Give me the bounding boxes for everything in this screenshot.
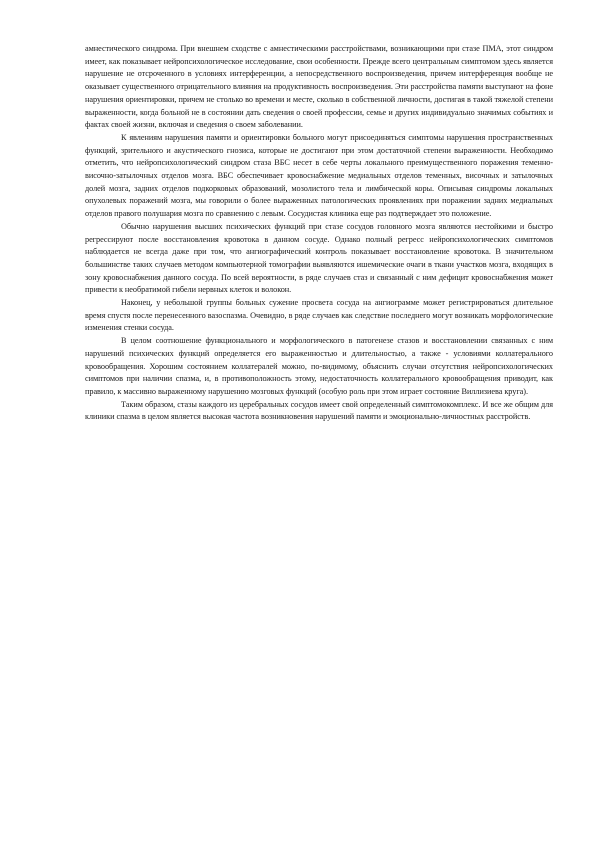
document-body (85, 43, 553, 424)
paragraph: Наконец, у небольшой группы больных сужение просвета сосуда на ангиограмме может регистрироваться длительное время спустя после перенесенного вазоспазма. Очевидно, в ряде случаев как следствие последнего могут возникать морфологические изменения стенки сосуда. (85, 298, 553, 333)
paragraph: В целом соотношение функционального и морфологического в патогенезе стазов и восстановлении связанных с ним нарушений психических функций определяется его выраженностью и длительностью, а также - условиями коллатерального кровообращения. Хорошим состоянием коллатералей можно, по-видимому, объяснить случаи отсутствия нейропсихологических симптомов при наличии спазма, и, в противоположность этому, недостаточность коллатерального кровообращения приводит, как правило, к массивно выраженному нарушению мозговых функций (особую роль при этом играет состояние Виллизиева круга). (85, 336, 553, 396)
paragraph: амнестического синдрома. При внешнем сходстве с амнестическими расстройствами, возникающими при стазе ПМА, этот синдром имеет, как показывает нейропсихологическое исследование, свои особенности. Прежде всего центральным симптомом здесь является нарушение не отсроченного в условиях интерференции, а непосредственного воспроизведения, причем интерференция вообще не оказывает существенного отрицательного влияния на продуктивность воспроизведения. Эти расстройства памяти выступают на фоне нарушения ориентировки, причем не столько во времени и месте, сколько в собственной личности, достигая в такой тяжелой степени выраженности, когда больной не в состоянии дать сведения о своей профессии, семье и других индивидуально значимых событиях и фактах своей жизни, включая и сведения о своем заболевании. (85, 44, 553, 130)
paragraph: Обычно нарушения высших психических функций при стазе сосудов головного мозга являются нестойкими и быстро регрессируют после восстановления кровотока в данном сосуде. Однако полный регресс нейропсихологических симптомов наблюдается не всегда даже при том, что ангиографический контроль показывает восстановление кровотока. В значительном большинстве таких случаев методом компьютерной томографии выявляются ишемические очаги в ткани участков мозга, входящих в зону кровоснабжения данного сосуда. По всей вероятности, в ряде случаев стаз и связанный с ним дефицит кровоснабжения может привести к необратимой гибели нервных клеток и волокон. (85, 221, 553, 295)
paragraph: К явлениям нарушения памяти и ориентировки больного могут присоединяться симптомы нарушения пространственных функций, зрительного и акустического гнозиса, которые не достигают при этом достаточной степени выраженности. Необходимо отметить, что нейропсихологический синдром стаза ВБС несет в себе черты локального преимущественного поражения теменно-височно-затылочных отделов мозга. ВБС обеспечивает кровоснабжение медиальных отделов теменных, височных и затылочных долей мозга, задних отделов подкорковых образований, мозолистого тела и лимбической коры. Описывая синдромы локальных опухолевых поражений мозга, мы говорили о более выраженных патологических проявлениях при поражении задних медиальных отделов правого полушария мозга по сравнению с левым. Сосудистая клиника еще раз подтверждает это положение. (85, 132, 553, 219)
paragraph: Таким образом, стазы каждого из церебральных сосудов имеет свой определенный симптомокомплекс. И все же общим для клиники спазма в целом является высокая частота возникновения нарушений памяти и эмоционально-личностных расстройств. (85, 399, 553, 422)
